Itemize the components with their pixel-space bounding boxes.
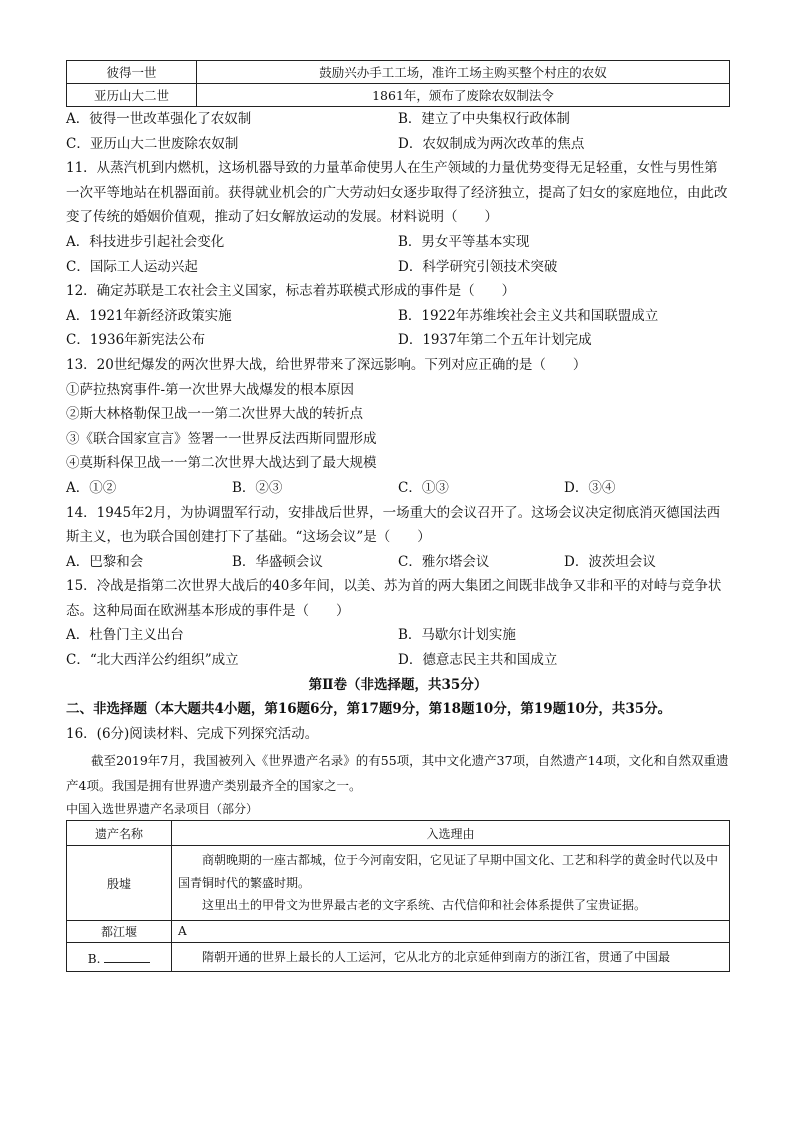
option-d: D．科学研究引领技术突破 xyxy=(398,258,558,275)
measure-cell: 鼓励兴办手工工场，准许工场主购买整个村庄的农奴 xyxy=(197,61,730,84)
option-b: B．男女平等基本实现 xyxy=(398,233,530,250)
option-c: C．1936年新宪法公布 xyxy=(66,332,206,349)
reason-paragraph: 隋朝开通的世界上最长的人工运河，它从北方的北京延伸到南方的浙江省，贯通了中国最 xyxy=(202,949,671,964)
heritage-name: 都江堰 xyxy=(67,920,172,942)
option-d: D．③④ xyxy=(564,479,616,496)
column-header: 入选理由 xyxy=(172,821,730,846)
reform-table xyxy=(66,60,730,107)
table-row xyxy=(67,942,730,972)
heritage-name: 殷墟 xyxy=(67,846,172,921)
option-a: A．1921年新经济政策实施 xyxy=(66,307,232,324)
question-stem: 16．(6分)阅读材料、完成下列探究活动。 xyxy=(66,725,319,742)
question-stem: 13．20世纪爆发的两次世界大战，给世界带来了深远影响。下列对应正确的是（ ） xyxy=(66,356,587,373)
statement-item: ④莫斯科保卫战一一第二次世界大战达到了最大规模 xyxy=(66,455,377,472)
option-c: C．亚历山大二世废除农奴制 xyxy=(66,135,239,152)
table-row xyxy=(67,920,730,942)
heritage-table xyxy=(66,820,730,972)
statement-item: ③《联合国家宣言》签署一一世界反法西斯同盟形成 xyxy=(66,430,377,447)
question-11 xyxy=(66,156,730,279)
option-c: C．“北大西洋公约组织”成立 xyxy=(66,652,239,669)
blank-label: B. xyxy=(87,952,101,967)
part-2-title: 第Ⅱ卷（非选择题，共35分） xyxy=(308,676,488,693)
question-14 xyxy=(66,501,730,575)
heritage-reason xyxy=(172,846,730,921)
option-a: A．巴黎和会 xyxy=(66,553,144,570)
material-intro: 截至2019年7月，我国被列入《世界遗产名录》的有55项，其中文化遗产37项，自然遗产14项，文化和自然双重遗产4项。我国是拥有世界遗产类别最齐全的国家之一。 xyxy=(66,753,729,794)
question-13 xyxy=(66,353,730,501)
question-10-options xyxy=(66,107,730,156)
reason-paragraph: 这里出土的甲骨文为世界最古老的文字系统、古代信仰和社会体系提供了宝贵证据。 xyxy=(202,898,647,913)
option-a: A．彼得一世改革强化了农奴制 xyxy=(66,111,252,127)
option-d: D．农奴制成为两次改革的焦点 xyxy=(398,135,585,152)
option-a: A．科技进步引起社会变化 xyxy=(66,233,225,250)
measure-cell: 1861年，颁布了废除农奴制法令 xyxy=(197,84,730,107)
question-16 xyxy=(66,722,730,973)
statement-item: ②斯大林格勒保卫战一一第二次世界大战的转折点 xyxy=(66,406,363,423)
option-a: A．杜鲁门主义出台 xyxy=(66,627,184,644)
option-d: D．德意志民主共和国成立 xyxy=(398,652,558,669)
question-stem: 12．确定苏联是工农社会主义国家，标志着苏联模式形成的事件是（ ） xyxy=(66,283,516,300)
answer-blank[interactable] xyxy=(104,948,150,963)
table-header-row xyxy=(67,821,730,846)
option-d: D．1937年第二个五年计划完成 xyxy=(398,332,592,349)
heritage-name xyxy=(67,942,172,972)
table-row xyxy=(67,61,730,84)
heritage-reason: A xyxy=(172,920,730,942)
section-heading: 二、非选择题（本大题共4小题，第16题6分，第17题9分，第18题10分，第19题10分，共35分。 xyxy=(66,701,672,718)
question-stem: 14．1945年2月，为协调盟军行动，安排战后世界，一场重大的会议召开了。这场会议决定彻底消灭德国法西斯主义，也为联合国创建打下了基础。“这场会议”是（ ） xyxy=(66,504,721,546)
question-stem: 11．从蒸汽机到内燃机，这场机器导致的力量革命使男人在生产领域的力量优势变得无足轻重，女性与男性第一次平等地站在机器面前。获得就业机会的广大劳动妇女逐步取得了经济独立，提高了妇女的家庭地位，由此改变了传统的婚姻价值观，推动了妇女解放运动的发展。材料说明（ ） xyxy=(66,160,728,226)
table-row xyxy=(67,84,730,107)
reason-paragraph: 商朝晚期的一座古都城，位于今河南安阳，它见证了早期中国文化、工艺和科学的黄金时代以及中国青铜时代的繁盛时期。 xyxy=(178,853,719,890)
option-b: B．建立了中央集权行政体制 xyxy=(398,111,570,127)
ruler-cell: 彼得一世 xyxy=(67,61,197,84)
option-a: A．①② xyxy=(66,479,117,496)
option-b: B．②③ xyxy=(232,479,283,496)
option-d: D．波茨坦会议 xyxy=(564,553,656,570)
question-12 xyxy=(66,279,730,353)
option-c: C．雅尔塔会议 xyxy=(398,553,490,570)
option-b: B．1922年苏维埃社会主义共和国联盟成立 xyxy=(398,307,659,324)
question-15 xyxy=(66,574,730,672)
table-row xyxy=(67,846,730,921)
option-c: C．①③ xyxy=(398,479,449,496)
option-b: B．马歇尔计划实施 xyxy=(398,627,516,644)
column-header: 遗产名称 xyxy=(67,821,172,846)
statement-item: ①萨拉热窝事件-第一次世界大战爆发的根本原因 xyxy=(66,381,355,398)
question-stem: 15．冷战是指第二次世界大战后的40多年间，以美、苏为首的两大集团之间既非战争又非和平的对峙与竞争状态。这种局面在欧洲基本形成的事件是（ ） xyxy=(66,578,722,619)
exam-page xyxy=(66,60,730,972)
ruler-cell: 亚历山大二世 xyxy=(67,84,197,107)
heritage-reason xyxy=(172,942,730,972)
table-caption: 中国入选世界遗产名录项目（部分） xyxy=(66,802,259,817)
option-c: C．国际工人运动兴起 xyxy=(66,258,198,275)
option-b: B．华盛顿会议 xyxy=(232,553,323,570)
